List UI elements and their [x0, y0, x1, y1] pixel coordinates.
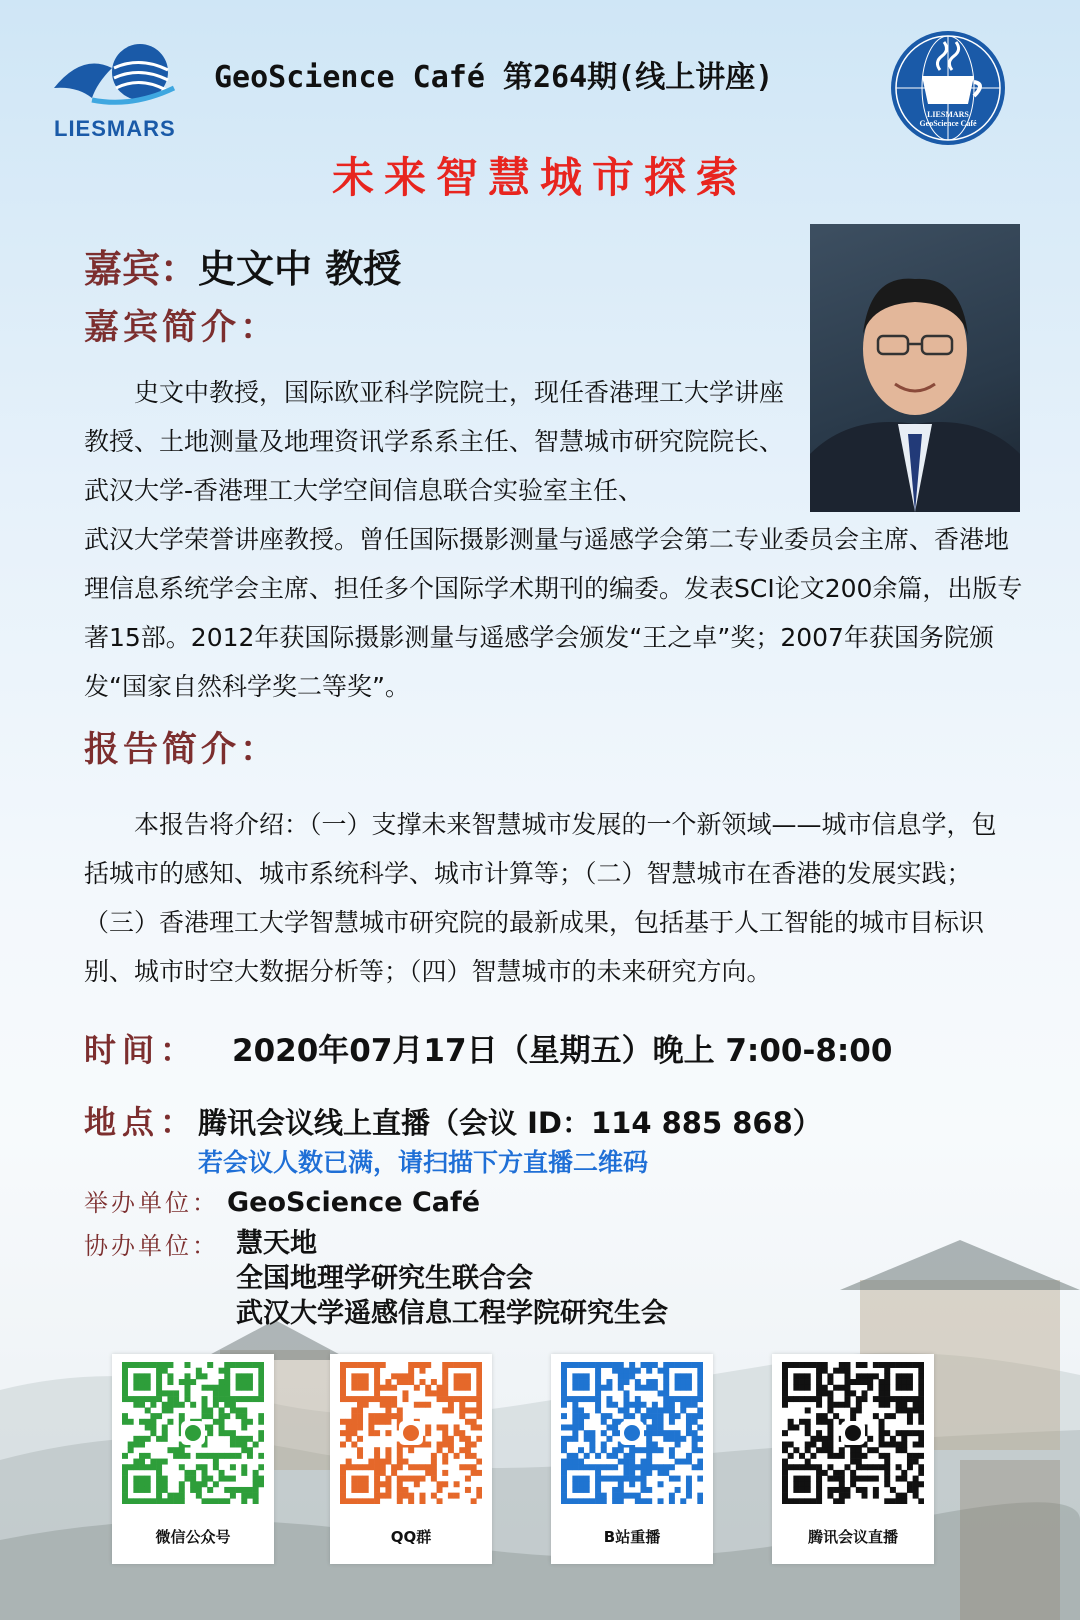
qr-caption: 腾讯会议直播 — [807, 1528, 898, 1546]
lecture-title: 未来智慧城市探索 — [331, 153, 748, 202]
qq-qr-code-icon — [340, 1362, 482, 1504]
co-host-label: 协办单位： — [84, 1232, 219, 1260]
guest-label: 嘉宾： — [84, 246, 199, 291]
qr-card-qq[interactable] — [330, 1354, 492, 1564]
bio-heading: 嘉宾简介： — [84, 307, 280, 348]
logo-caption-line1: LIESMARS — [927, 110, 969, 119]
co-host-item: 全国地理学研究生联合会 — [236, 1263, 533, 1294]
co-host-list — [236, 1226, 668, 1331]
qr-card-bilibili[interactable] — [551, 1354, 713, 1564]
qr-caption: 微信公众号 — [155, 1528, 231, 1546]
bilibili-qr-code-icon — [561, 1362, 703, 1504]
geoscience-cafe-logo — [888, 28, 1008, 148]
bio-text-part2: 武汉大学荣誉讲座教授。曾任国际摄影测量与遥感学会第二专业委员会主席、香港地理信息系统学会主席、担任多个国际学术期刊的编委。发表SCI论文200余篇，出版专著15部。2012年获国际摄影测量与遥感学会颁发“王之卓”奖；2007年获国务院颁发“国家自然科学奖二等奖”。 — [84, 525, 1023, 701]
host-value: GeoScience Café — [227, 1187, 481, 1218]
co-host-line — [84, 1226, 219, 1261]
host-line — [84, 1183, 480, 1218]
co-host-item: 武汉大学遥感信息工程学院研究生会 — [236, 1298, 668, 1329]
host-label: 举办单位： — [84, 1189, 219, 1217]
globe-cup-icon — [888, 28, 1008, 148]
time-label: 时间： — [84, 1031, 199, 1069]
guest-line — [84, 238, 401, 293]
event-series-title: GeoScience Café 第264期(线上讲座) — [214, 60, 774, 95]
speaker-photo — [810, 224, 1020, 512]
bio-text-part1: 史文中教授，国际欧亚科学院院士，现任香港理工大学讲座教授、土地测量及地理资讯学系系主任、智慧城市研究院院长、武汉大学-香港理工大学空间信息联合实验室主任、 — [84, 378, 785, 505]
time-value: 2020年07月17日（星期五）晚上 7:00-8:00 — [232, 1033, 893, 1069]
place-line — [84, 1097, 822, 1143]
place-label: 地点： — [84, 1103, 199, 1141]
qr-caption: B站重播 — [603, 1528, 661, 1546]
liesmars-wordmark: LIESMARS — [54, 116, 176, 141]
co-host-item: 慧天地 — [236, 1228, 317, 1259]
guest-name: 史文中 教授 — [198, 247, 402, 291]
tencent-meeting-qr-code-icon — [782, 1362, 924, 1504]
qr-card-tencent-meeting[interactable] — [772, 1354, 934, 1564]
liesmars-emblem-icon — [52, 38, 182, 118]
qr-card-wechat[interactable] — [112, 1354, 274, 1564]
qr-caption: QQ群 — [390, 1528, 432, 1546]
time-line — [84, 1025, 892, 1071]
logo-caption — [888, 110, 1008, 128]
logo-caption-line2: GeoScience Café — [919, 119, 977, 128]
report-heading: 报告简介： — [84, 729, 280, 770]
meeting-full-note: 若会议人数已满，请扫描下方直播二维码 — [198, 1148, 649, 1177]
wechat-qr-code-icon — [122, 1362, 264, 1504]
report-text: 本报告将介绍：（一）支撑未来智慧城市发展的一个新领域——城市信息学，包括城市的感知、城市系统科学、城市计算等；（二）智慧城市在香港的发展实践；（三）香港理工大学智慧城市研究院的最新成果，包括基于人工智能的城市目标识别、城市时空大数据分析等；（四）智慧城市的未来研究方向。 — [84, 810, 997, 986]
speaker-portrait-icon — [810, 224, 1020, 512]
place-value: 腾讯会议线上直播（会议 ID：114 885 868） — [198, 1106, 822, 1140]
liesmars-logo — [52, 38, 192, 148]
